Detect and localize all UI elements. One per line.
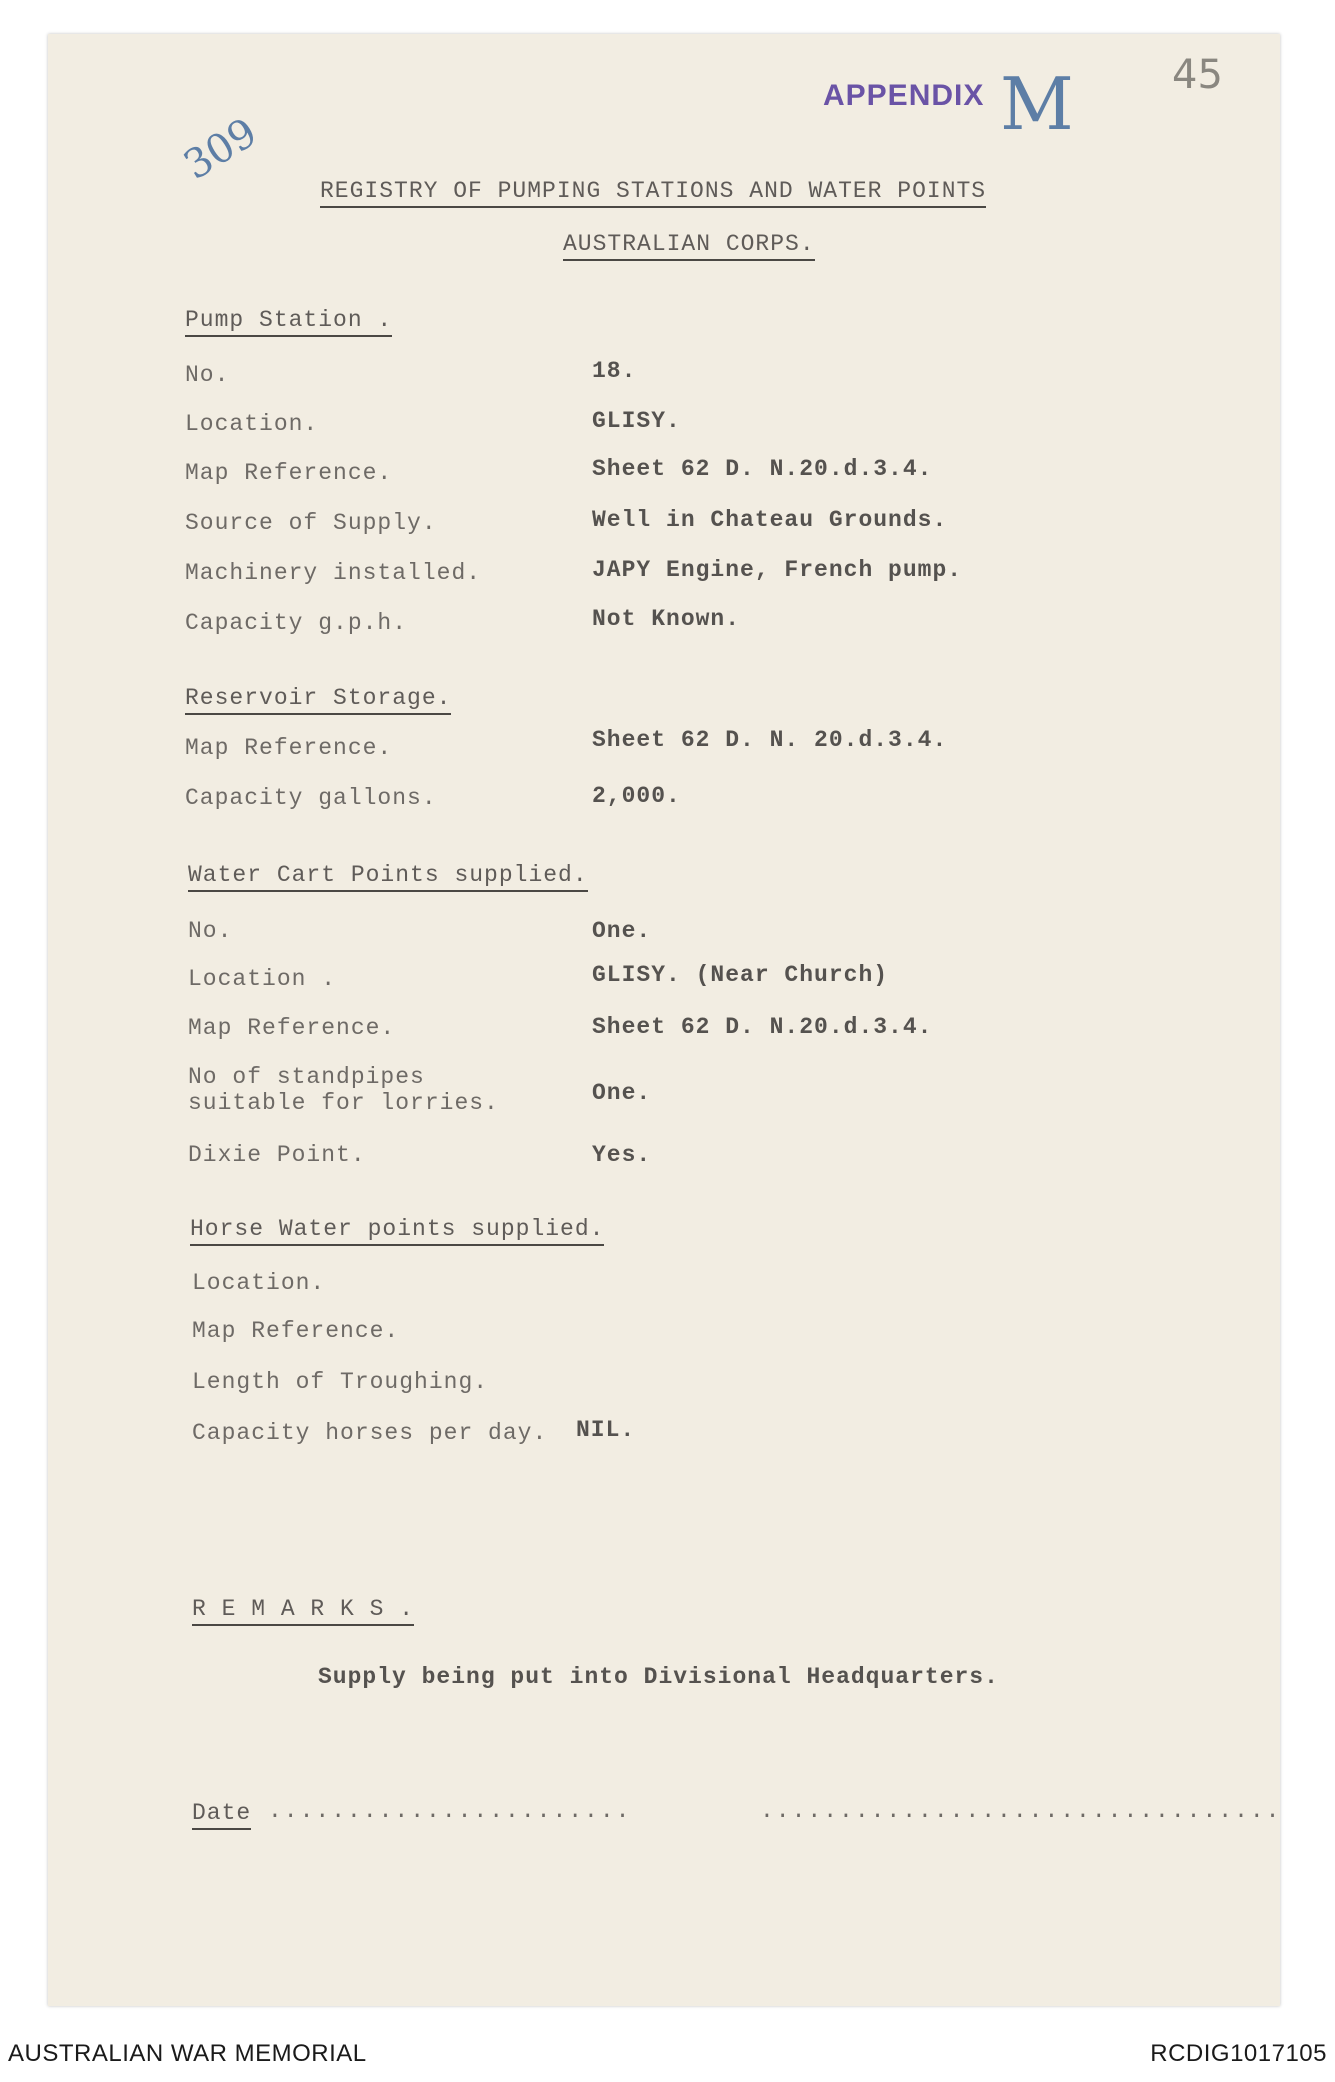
field-label: Map Reference. bbox=[185, 735, 393, 761]
field-label: No. bbox=[185, 362, 230, 388]
section-heading-reservoir: Reservoir Storage. bbox=[185, 685, 451, 715]
field-label: Length of Troughing. bbox=[192, 1369, 489, 1395]
field-value: 18. bbox=[592, 358, 637, 384]
field-label: Capacity g.p.h. bbox=[185, 610, 408, 636]
field-value: Sheet 62 D. N.20.d.3.4. bbox=[592, 1014, 933, 1040]
field-value: Well in Chateau Grounds. bbox=[592, 507, 948, 533]
date-dotted-line: ....................... bbox=[268, 1798, 632, 1824]
field-value: One. bbox=[592, 918, 652, 944]
field-value: Sheet 62 D. N.20.d.3.4. bbox=[592, 456, 933, 482]
section-heading-horse-water: Horse Water points supplied. bbox=[190, 1216, 604, 1246]
field-label: Capacity gallons. bbox=[185, 785, 437, 811]
signature-dotted-line: ................................. bbox=[760, 1798, 1282, 1824]
appendix-stamp: APPENDIX bbox=[823, 79, 985, 112]
field-label: Map Reference. bbox=[188, 1015, 396, 1041]
field-value: Yes. bbox=[592, 1142, 652, 1168]
field-label: Map Reference. bbox=[185, 460, 393, 486]
field-label: Location . bbox=[188, 966, 337, 992]
page-number: 45 bbox=[1172, 52, 1223, 98]
page-subtitle: AUSTRALIAN CORPS. bbox=[563, 231, 815, 261]
page-title: REGISTRY OF PUMPING STATIONS AND WATER POINTS bbox=[320, 178, 986, 208]
field-label: Source of Supply. bbox=[185, 510, 437, 536]
field-value: 2,000. bbox=[592, 783, 681, 809]
field-label: Map Reference. bbox=[192, 1318, 400, 1344]
section-heading-water-cart: Water Cart Points supplied. bbox=[188, 862, 588, 892]
field-label: Machinery installed. bbox=[185, 560, 482, 586]
field-label: Capacity horses per day. bbox=[192, 1420, 548, 1446]
field-label: Location. bbox=[192, 1270, 326, 1296]
footer-right: RCDIG1017105 bbox=[1150, 2040, 1327, 2067]
field-value: NIL. bbox=[576, 1417, 636, 1443]
footer-left: AUSTRALIAN WAR MEMORIAL bbox=[8, 2040, 367, 2067]
field-value: Sheet 62 D. N. 20.d.3.4. bbox=[592, 727, 948, 753]
field-label: Location. bbox=[185, 411, 319, 437]
field-value: Not Known. bbox=[592, 606, 741, 632]
field-value: One. bbox=[592, 1080, 652, 1106]
handwritten-number: 309 bbox=[176, 109, 266, 190]
date-label: Date bbox=[192, 1800, 251, 1830]
field-value: GLISY. bbox=[592, 408, 681, 434]
field-value: JAPY Engine, French pump. bbox=[592, 557, 963, 583]
field-label: suitable for lorries. bbox=[188, 1090, 499, 1116]
section-heading-pump-station: Pump Station . bbox=[185, 307, 392, 337]
appendix-letter: M bbox=[1000, 62, 1074, 146]
field-label: No of standpipes bbox=[188, 1064, 425, 1090]
remarks-text: Supply being put into Divisional Headquarters. bbox=[318, 1664, 999, 1690]
field-label: Dixie Point. bbox=[188, 1142, 366, 1168]
field-label: No. bbox=[188, 918, 233, 944]
remarks-heading: R E M A R K S . bbox=[192, 1596, 414, 1626]
field-value: GLISY. (Near Church) bbox=[592, 962, 889, 988]
